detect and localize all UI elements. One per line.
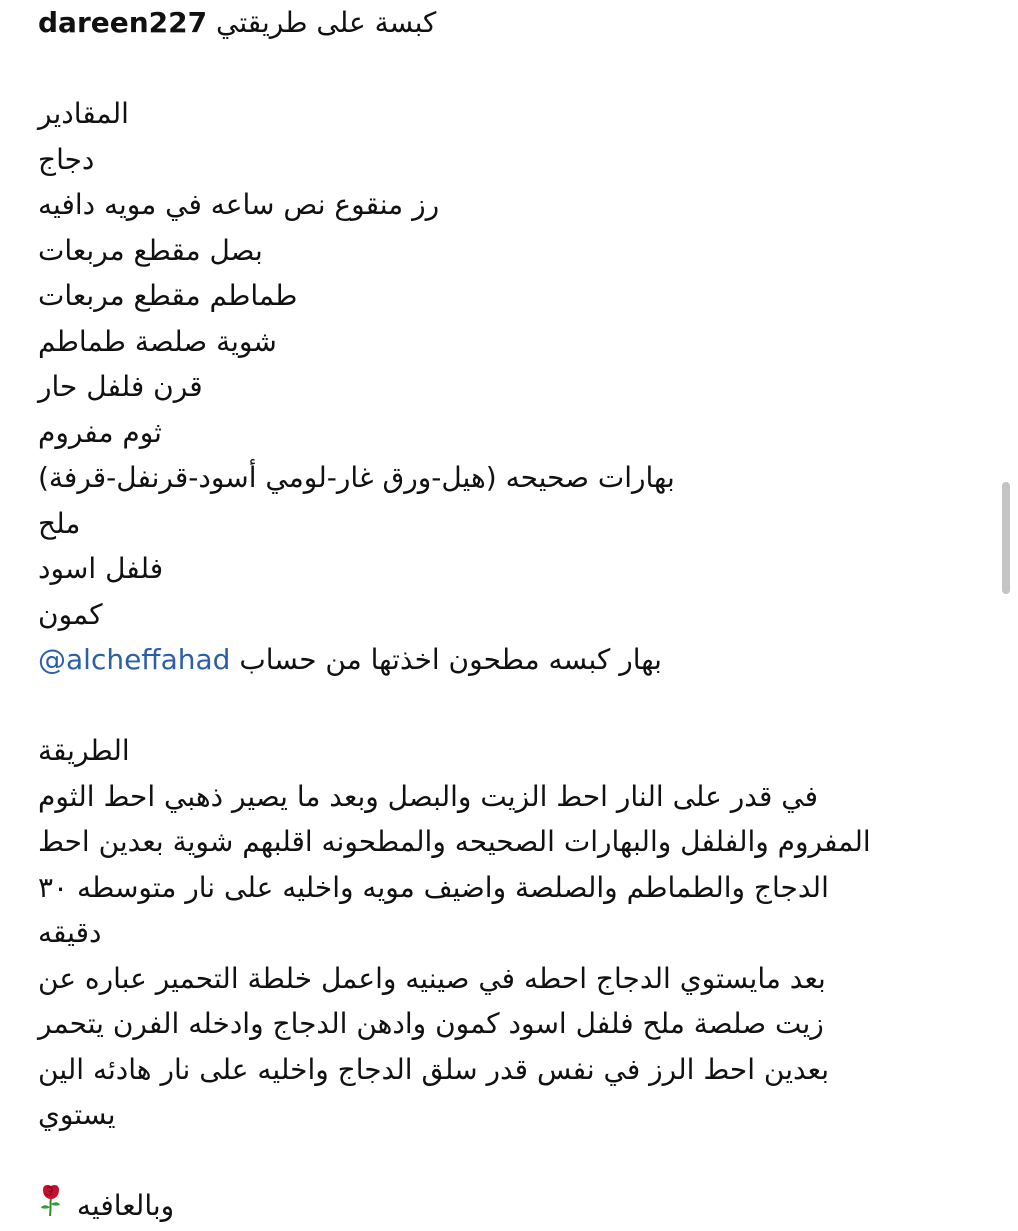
scrollbar-thumb[interactable] — [1002, 482, 1010, 594]
method-heading: الطريقة — [38, 734, 130, 767]
rose-icon — [38, 1183, 64, 1231]
ingredient-item: رز منقوع نص ساعه في مويه دافيه — [38, 188, 440, 221]
ingredient-item: بصل مقطع مربعات — [38, 233, 263, 267]
username[interactable]: dareen227 — [38, 6, 208, 39]
blank-line — [38, 1138, 978, 1184]
closing-line — [38, 1183, 978, 1229]
method-line: زيت صلصة ملح فلفل اسود كمون وادهن الدجاج وادخله الفرن يتحمر — [38, 1007, 824, 1040]
post-title-line — [38, 0, 978, 46]
ingredient-item: كمون — [38, 597, 103, 631]
ingredient-item: دجاج — [38, 142, 95, 176]
method-line: المفروم والفلفل والبهارات الصحيحه والمطحونه اقلبهم شوية بعدين احط — [38, 825, 871, 858]
ingredient-item: قرن فلفل حار — [38, 370, 203, 403]
ingredient-item: بهارات صحيحه (هيل-ورق غار-لومي أسود-قرنفل-قرفة) — [38, 461, 675, 494]
closing-text: وبالعافيه — [76, 1189, 175, 1222]
ingredient-item: فلفل اسود — [38, 552, 164, 585]
ingredient-item: ملح — [38, 506, 81, 540]
method-line: بعدين احط الرز في نفس قدر سلق الدجاج واخليه على نار هادئه الين — [38, 1052, 829, 1086]
post-text — [38, 0, 978, 1229]
blank-line — [38, 683, 978, 729]
ingredient-item: طماطم مقطع مربعات — [38, 279, 298, 312]
mention-link[interactable]: @alcheffahad — [38, 643, 231, 676]
spice-note-line — [38, 637, 978, 683]
method-line: يستوي — [38, 1098, 116, 1131]
method-line: في قدر على النار احط الزيت والبصل وبعد ما يصير ذهبي احط الثوم — [38, 779, 819, 813]
method-line: دقيقه — [38, 916, 102, 949]
ingredient-item: ثوم مفروم — [38, 415, 162, 449]
ingredients-heading: المقادير — [38, 97, 129, 130]
post-title: كبسة على طريقتي — [216, 6, 437, 39]
method-line: بعد مايستوي الدجاج احطه في صينيه واعمل خلطة التحمير عباره عن — [38, 961, 826, 995]
spice-note: بهار كبسه مطحون اخذتها من حساب — [239, 643, 662, 676]
method-line: الدجاج والطماطم والصلصة واضيف مويه واخليه على نار متوسطه ٣٠ — [38, 870, 829, 904]
blank-line — [38, 46, 978, 92]
ingredient-item: شوية صلصة طماطم — [38, 324, 277, 358]
